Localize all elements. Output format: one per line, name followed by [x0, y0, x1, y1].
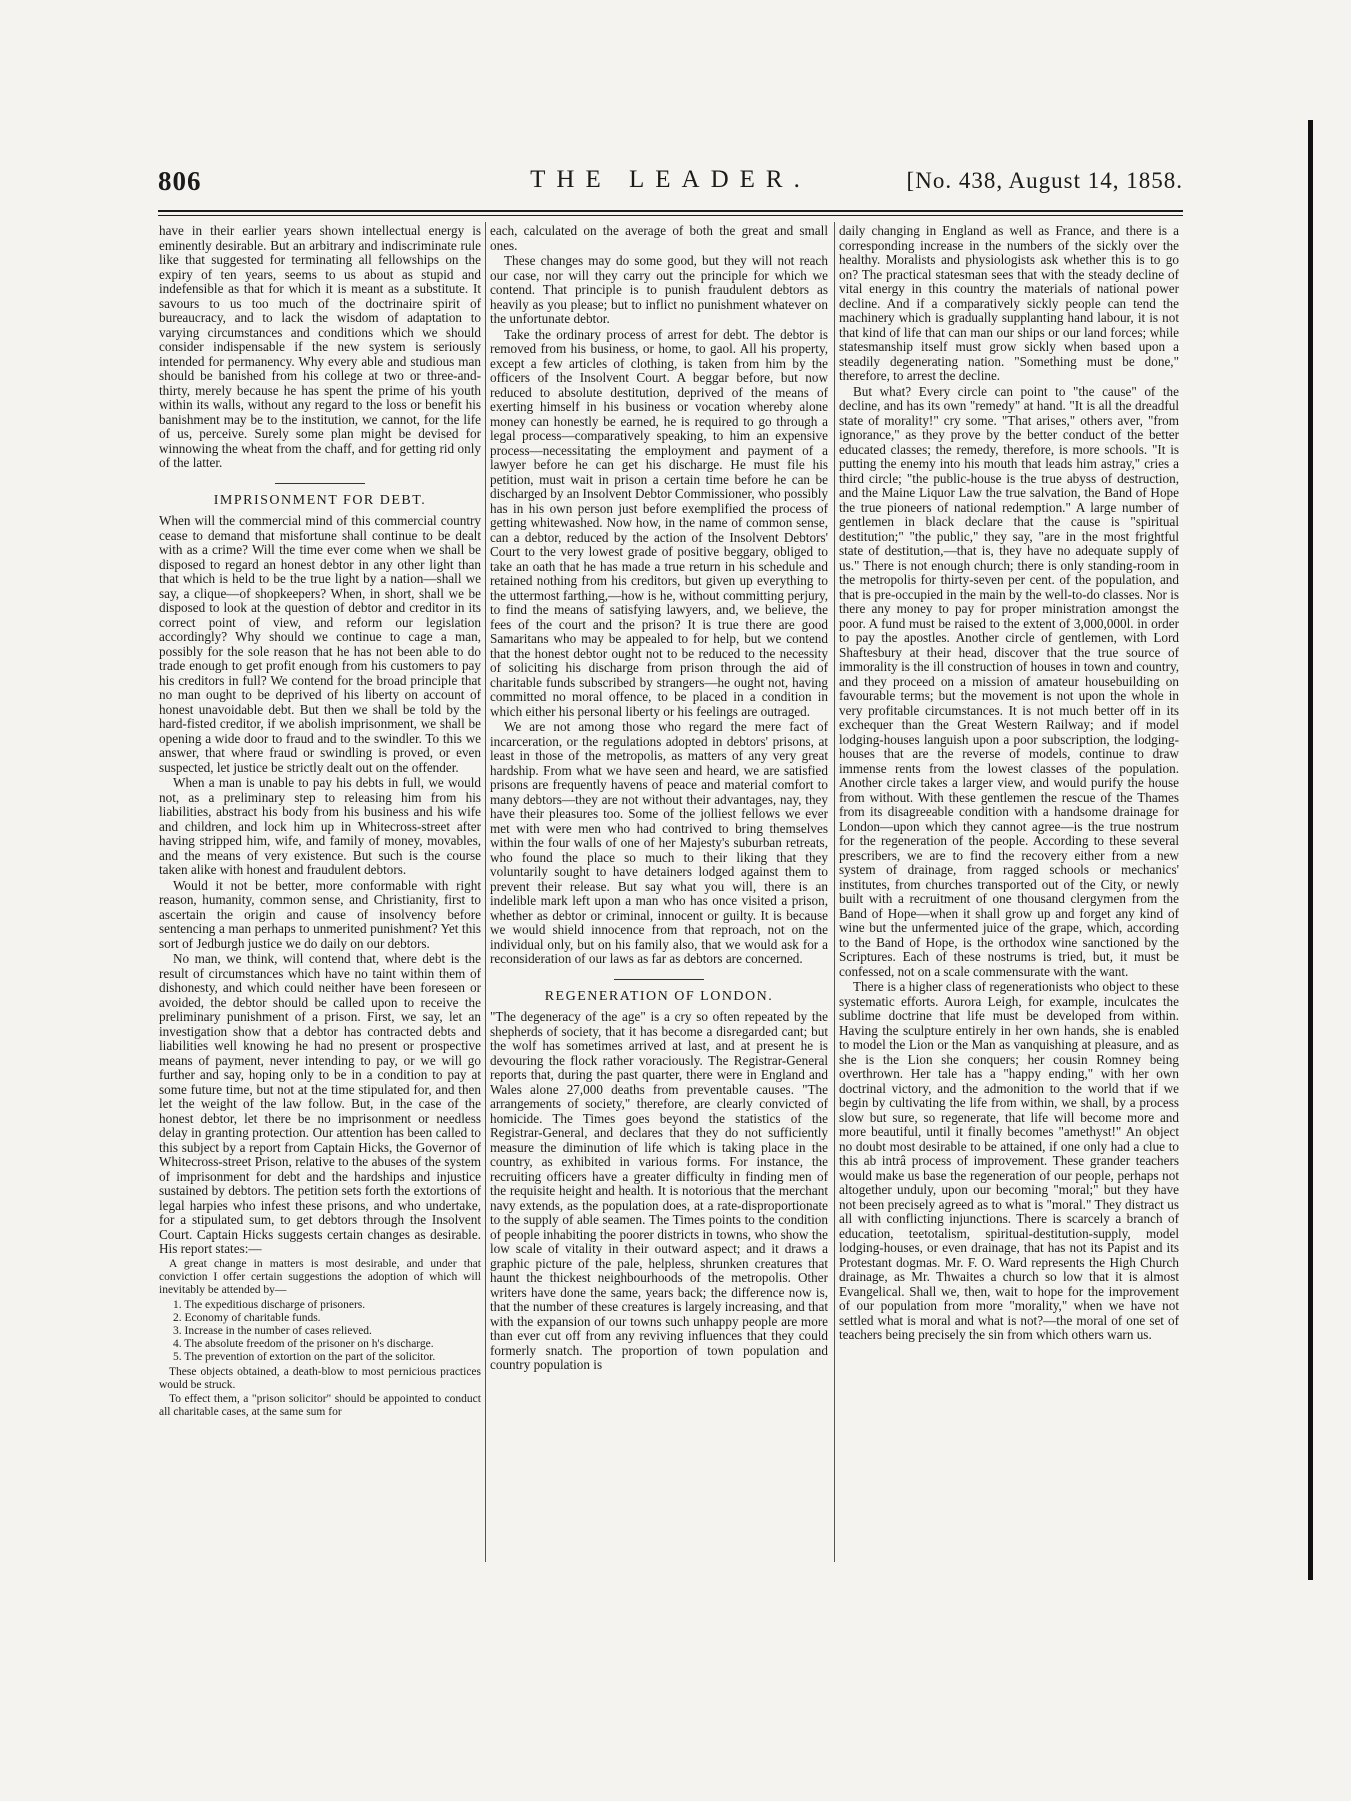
- article-heading-regeneration: REGENERATION OF LONDON.: [544, 988, 774, 1004]
- paragraph: When a man is unable to pay his debts in full, we would not, as a preliminary step to releasing him from his liabilities, abstract his body from his business and his wife and children, and lock him up in Whitecross-street after having stripped him, wife, and family of money, movables, and the means of very existence. But such is the course taken alike with honest and fraudulent debtors.: [159, 775, 481, 877]
- masthead: [158, 162, 1183, 206]
- list-item: 3. Increase in the number of cases relieved.: [173, 1324, 372, 1337]
- paragraph: When will the commercial mind of this commercial country cease to demand that misfortune shall continue to be dealt with as a crime? Will the time ever come when we shall be disposed to regard an honest debtor in any other light than that which is held to be the true light by a nation—shall we say, a clique—of shopkeepers? When, in short, shall we be disposed to look at the question of debtor and creditor in its correct point of view, and reform our legislation accordingly? Why should we continue to cage a man, possibly for the sole reason that he has not been able to do trade enough to get profit enough from his customers to pay his creditors in full? We contend for the broad principle that no man ought to be deprived of his liberty on account of honest unavoidable debt. But then we shall be told by the hard-fisted creditor, if we abolish imprisonment, we shall be opening a wide door to fraud and to the swindler. To this we answer, that where fraud or swindling is proved, or even suspected, let justice be strictly dealt out on the offender.: [159, 513, 481, 775]
- paragraph: daily changing in England as well as France, and there is a corresponding increase in the numbers of the sickly over the healthy. Moralists and physiologists ask whether this is to go on? The practical statesman sees that with the steady decline of vital energy in this country the materials of national power decline. And if a comparatively sickly people can tend the machinery which is gradually supplanting hand labour, it is not that kind of life that can man our ships or our land forces; while statesmanship itself must grow sickly when based upon a steadily degenerating nation. "Something must be done," therefore, to arrest the decline.: [839, 224, 1179, 383]
- article-heading-imprisonment: IMPRISONMENT FOR DEBT.: [213, 492, 427, 508]
- suggestion-list: [173, 1299, 481, 1364]
- paragraph: Would it not be better, more conformable with right reason, humanity, common sense, and Christianity, first to ascertain the origin and cause of insolvency before sentencing a man perhaps to unmerited punishment? Yet this sort of Jedburgh justice we do daily on our debtors.: [159, 877, 481, 951]
- paragraph: These changes may do some good, but they will not reach our case, nor will they carry out the principle for which we contend. That principle is to punish fraudulent debtors as heavily as you please; but to inflict no punishment whatever on the unfortunate debtor.: [490, 253, 828, 326]
- section-rule: [614, 979, 704, 980]
- section-rule: [275, 483, 365, 484]
- paragraph: have in their earlier years shown intellectual energy is eminently desirable. But an arbitrary and indiscriminate rule like that suggested for terminating all fellowships on the expiry of ten years, seems to us about as stupid and indefensible as that for which it is meant as a substitute. It savours to us too much of the doctrinaire spirit of bureaucracy, and to lack the wisdom of adaptation to varying circumstances and conditions which we should consider indispensable if the new system is seriously intended for permanency. Why every able and studious man should be banished from his college at two or three-and-thirty, merely because he has spent the prime of his youth within its walls, without any regard to the loss or benefit his banishment may be to the institution, we cannot, for the life of us, perceive. Surely some plan might be devised for winnowing the wheat from the chaff, and for getting rid only of the latter.: [159, 224, 481, 470]
- column-divider: [834, 222, 835, 1562]
- quoted-report: [159, 1258, 481, 1419]
- paragraph: "The degeneracy of the age" is a cry so often repeated by the shepherds of society, that it has become a disregarded cant; but the wolf has sometimes arrived at last, and at present he is devouring the flock rather voraciously. The Registrar-General reports that, during the past quarter, there were in England and Wales alone 27,000 deaths from preventable causes. "The arrangements of society," therefore, are clearly convicted of homicide. The Times goes beyond the statistics of the Registrar-General, and declares that they do not sufficiently measure the diminution of life which is taking place in the country, as exhibited in various forms. For instance, the recruiting officers have a greater difficulty in finding men of the requisite height and health. It is notorious that the merchant navy extends, as the population does, at a rate-disproportionate to the supply of able seamen. The Times points to the condition of people inhabiting the poorer districts in towns, who show the low scale of vitality in their outward aspect; and it draws a graphic picture of the pale, helpless, shrunken creatures that haunt the thickest neighbourhoods of the metropolis. Other writers have done the same, years back; the difference now is, that the number of these creatures is largely increasing, and that with the expansion of our towns such unhappy people are more than ever cut off from any reviving influences that they could formerly snatch. The proportion of town population and country population is: [490, 1009, 828, 1372]
- paragraph: Take the ordinary process of arrest for debt. The debtor is removed from his business, or home, to gaol. All his property, except a few articles of clothing, is taken from him by the officers of the Insolvent Court. A beggar before, but now reduced to absolute destitution, deprived of the means of exerting himself in his business or vocation whereby alone money can honestly be earned, he is required to go through a legal process—comparatively speaking, to him an expensive process—necessitating the employment and payment of a lawyer before he can get his discharge. He must file his petition, must wait in prison a certain time before he can be discharged by an Insolvent Debtor Commissioner, who possibly has in his own person just before exemplified the process of getting whitewashed. Now how, in the name of common sense, can a debtor, reduced by the action of the Insolvent Debtors' Court to the very lowest grade of positive beggary, obliged to take an oath that he has made a true return in his schedule and retained nothing from his creditors, but given up everything to the uttermost farthing,—how is he, without committing perjury, to find the means of satisfying lawyers, and, we believe, the fees of the court and the prison? It is true there are good Samaritans who may be appealed to for help, but we contend that the honest debtor ought not to be reduced to the necessity of soliciting his discharge from prison through the aid of charitable funds subscribed by strangers—he ought not, having committed no moral offence, to be placed in a condition in which either his personal liberty or his feelings are outraged.: [490, 326, 828, 719]
- paragraph: There is a higher class of regenerationists who object to these systematic efforts. Aurora Leigh, for example, inculcates the sublime doctrine that life must be developed from within. Having the sculpture entirely in her own hands, she is enabled to model the Lion or the Man as vanquishing at pleasure, and as she is the Lion she conquers; her cousin Romney being overthrown. Her tale has a "happy ending," with her own doctrinal victory, and the admonition to the world that if we begin by cultivating the life from within, we shall, by a process slow but sure, so regenerate, that life will become more and more beautiful, until it finally becomes "amethyst!" An object no doubt most desirable to be attained, if one only had a clue to this ab intrâ process of improvement. These grander teachers would make us base the regeneration of our people, perhaps not altogether unduly, upon our becoming "moral;" but they have not been precisely agreed as to what is "moral." They distract us all with conflicting injunctions. There is scarcely a branch of education, teetotalism, spiritual-destitution-supply, model lodging-houses, or even drainage, that has not its Papist and its Protestant dogmas. Mr. F. O. Ward represents the High Church drainage, as Mr. Thwaites a church so low that it is almost Evangelical. Shall we, then, wait to hope for the improvement of our population from more "morality," when we have not settled what is moral and what is not?—the moral of one set of teachers being precisely the sin from which others warn us.: [839, 979, 1179, 1342]
- paragraph: We are not among those who regard the mere fact of incarceration, or the regulations adopted in debtors' prisons, at least in those of the metropolis, as matters of any very great hardship. From what we have seen and heard, we are satisfied prisons are frequently havens of peace and material comfort to many debtors—they are not without their advantages, nay, they have their pleasures too. Some of the jolliest fellows we ever met with were men who had contrived to bring themselves within the four walls of one of her Majesty's suburban retreats, who found the place so much to their liking that they voluntarily sought to have detainers lodged against them to prevent their release. But say what you will, there is an indelible mark left upon a man who has once visited a prison, whether as debtor or criminal, innocent or guilty. It is because we would shield innocence from that reproach, not on the individual only, but on his family also, that we would ask for a reconsideration of our laws as far as debtors are concerned.: [490, 719, 828, 966]
- page-number: 806: [158, 166, 202, 196]
- column-1: [159, 224, 481, 1564]
- quote-paragraph: To effect them, a "prison solicitor" should be appointed to conduct all charitable cases, at the same sum for: [159, 1392, 481, 1418]
- newspaper-title: THE LEADER.: [530, 166, 811, 193]
- paragraph: No man, we think, will contend that, where debt is the result of circumstances which have no taint within them of dishonesty, and which could neither have been foreseen or avoided, the debtor should be called upon to receive the preliminary punishment of a prison. First, we say, let an investigation show that a debtor has contracted debts and liabilities well knowing he had no present or prospective means of payment, never intending to pay, or we will go further and say, hoping only to be in a condition to pay at some future time, but not at the time stipulated for, and then let the weight of the law follow. But, in the case of the honest debtor, let there be no imprisonment or needless delay in granting protection. Our attention has been called to this subject by a report from Captain Hicks, the Governor of Whitecross-street Prison, relative to the abuses of the system of imprisonment for debt and the hardships and injustice sustained by debtors. The petition sets forth the extortions of legal harpies who infest these prisons, and who undertake, for a stipulated sum, to get debtors through the Insolvent Court. Captain Hicks suggests certain changes as desirable. His report states:—: [159, 951, 481, 1256]
- quote-paragraph: These objects obtained, a death-blow to most pernicious practices would be struck.: [159, 1365, 481, 1391]
- quote-paragraph: A great change in matters is most desirable, and under that conviction I offer certain suggestions the adoption of which will inevitably be attended by—: [159, 1257, 481, 1296]
- header-rule-thin: [158, 215, 1183, 216]
- list-item: 4. The absolute freedom of the prisoner on h's discharge.: [173, 1337, 434, 1350]
- list-item: 2. Economy of charitable funds.: [173, 1311, 321, 1324]
- column-3: [839, 224, 1179, 1564]
- column-divider: [485, 222, 486, 1562]
- list-item: 5. The prevention of extortion on the part of the solicitor.: [173, 1350, 436, 1363]
- page-edge-shadow: [1308, 120, 1313, 1580]
- issue-date: [No. 438, August 14, 1858.: [906, 168, 1183, 193]
- header-rule: [158, 210, 1183, 212]
- paragraph: But what? Every circle can point to "the cause" of the decline, and has its own "remedy" at hand. "It is all the dreadful state of morality!" cry some. "That arises," others aver, "from ignorance," as they prove by the better conduct of the better educated classes; the remedy, therefore, is more schools. "It is putting the enemy into his mouth that leads him astray," cries a third circle; "the public-house is the true abyss of destruction, and the Maine Liquor Law the true salvation, the Band of Hope the true pioneers of national redemption." A large number of gentlemen in black declare that the cause is "spiritual destitution;" "the public," they say, "are in the most frightful state of destitution,—that is, they have no adequate supply of us." There is not enough church; there is only standing-room in the metropolis for thirty-seven per cent. of the population, and that is pre-occupied in the main by the well-to-do classes. Nor is there any money to pay for proper ministration amongst the poor. A fund must be raised to the extent of 3,000,000l. in order to pay the apostles. Another circle of gentlemen, with Lord Shaftesbury at their head, discover that the true source of immorality is the ill construction of houses in town and country, and they proceed on a mission of amateur housebuilding on favourable terms; but the movement is not upon the whole in very profitable circumstances. It is not much better off in its exchequer than the Great Western Railway; and if model lodging-houses languish upon a poor subscription, the lodging-houses that are the reverse of models, continue to draw immense rents from the lowest classes of the population. Another circle takes a larger view, and would purify the house from without. With these gentlemen the rescue of the Thames from its disagreeable condition with a handsome drainage for London—upon which they cannot agree—is the true nostrum for the regeneration of the people. According to these several prescribers, we are to find the recovery either from a new system of drainage, from ragged schools or mechanics' institutes, from churches transported out of the City, or newly built with a recruitment of one thousand clergymen from the Band of Hope—when it shall grow up and forget any kind of wine but the unfermented juice of the grape, which, according to the Band of Hope, is the orthodox wine sanctioned by the Scriptures. Each of these nostrums is tried, but, it must be confessed, not on a scale commensurate with the want.: [839, 383, 1179, 979]
- column-2: [490, 224, 828, 1564]
- paragraph: each, calculated on the average of both the great and small ones.: [490, 224, 828, 253]
- list-item: 1. The expeditious discharge of prisoners.: [173, 1298, 366, 1311]
